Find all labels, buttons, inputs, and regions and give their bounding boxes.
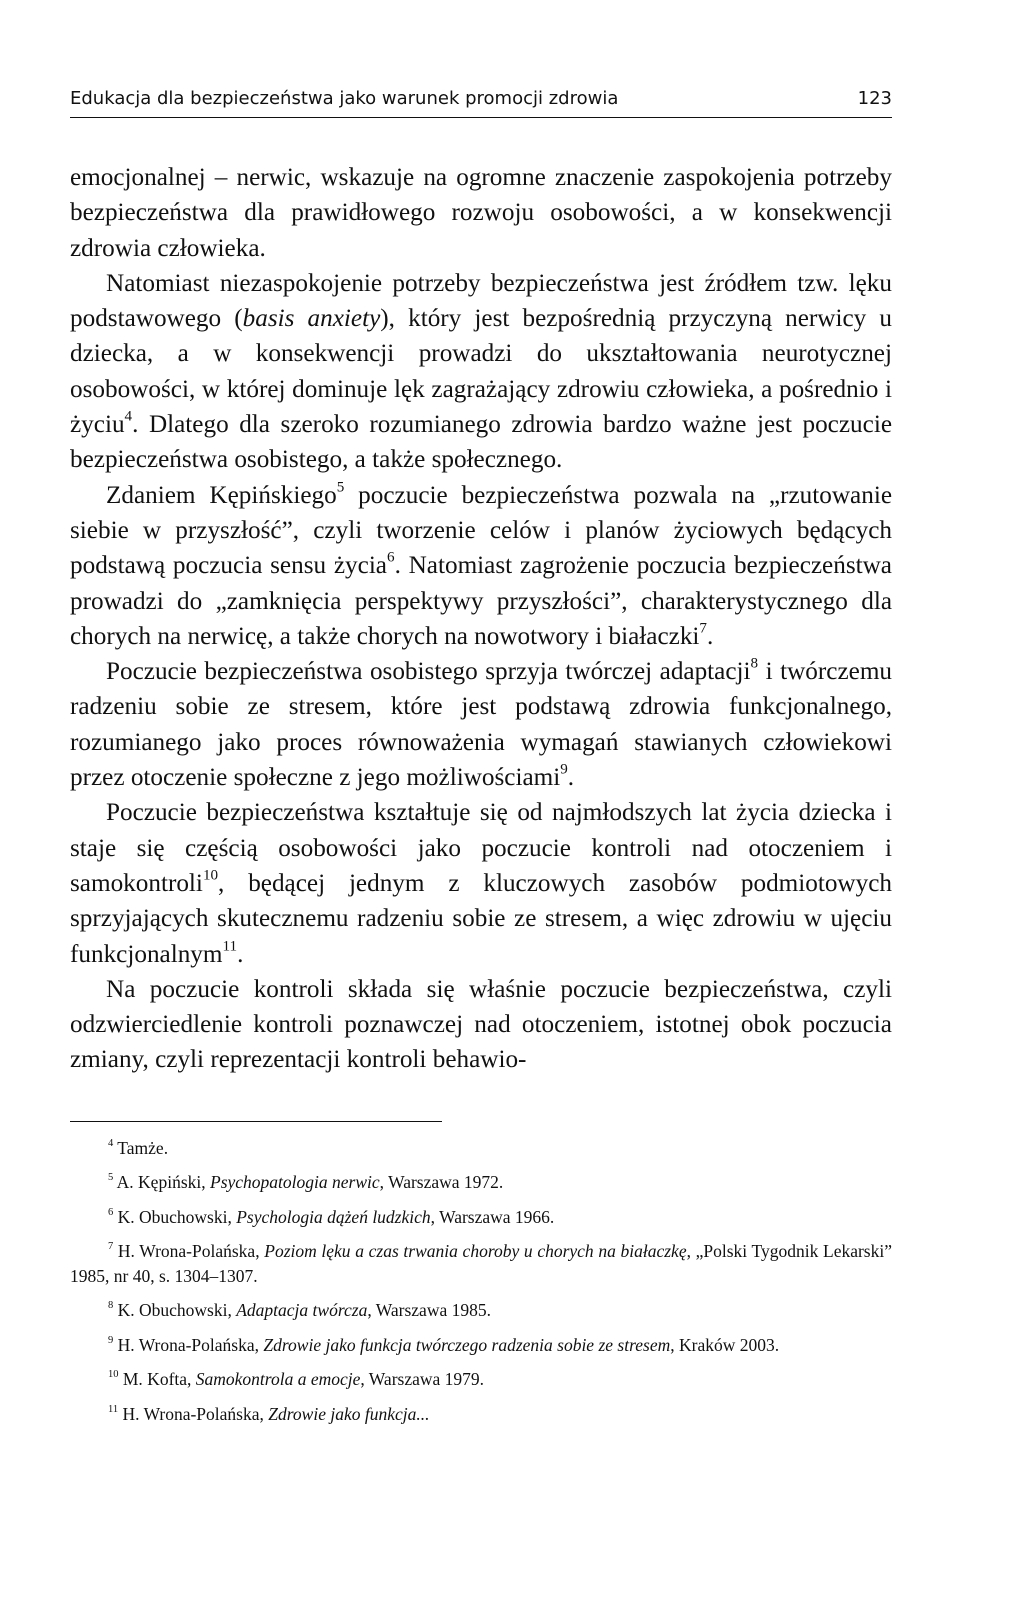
paragraph-text: .: [237, 940, 244, 968]
footnote-ref: 5: [336, 479, 345, 496]
running-header: [70, 88, 892, 118]
footnote-author: H. Wrona-Polańska,: [113, 1334, 264, 1355]
footnote-ref: 4: [124, 408, 133, 425]
footnote-6: [70, 1205, 892, 1230]
paragraph-text: , będącej jednym z kluczowych zasobów podmiotowych sprzyjających skutecznemu radzeniu sobie ze stresem, a więc zdrowiu w ujęciu funkcjonalnym: [70, 869, 892, 968]
footnote-title: Psychopatologia nerwic: [210, 1172, 380, 1193]
footnote-text: Tamże.: [113, 1137, 169, 1158]
footnote-author: H. Wrona-Polańska,: [118, 1403, 269, 1424]
footnote-publication: , Kraków 2003.: [670, 1334, 780, 1355]
footnote-5: [70, 1170, 892, 1195]
footnote-author: K. Obuchowski,: [113, 1206, 237, 1227]
footnote-7: [70, 1239, 892, 1288]
footnote-publication: , Warszawa 1979.: [360, 1369, 485, 1390]
paragraph-text: Natomiast niezaspokojenie potrzeby bezpieczeństwa jest źródłem tzw. lęku podstawowego (: [70, 269, 892, 333]
footnote-ref: 6: [387, 549, 395, 566]
footnote-publication: , „Polski Tygodnik Lekarski” 1985, nr 40, s. 1304–1307.: [70, 1241, 892, 1286]
footnote-title: Samokontrola a emocje: [195, 1369, 361, 1390]
page-number: 123: [857, 88, 892, 109]
paragraph-text: . Natomiast zagrożenie poczucia bezpieczeństwa prowadzi do „zamknięcia perspektywy przyszłości”, charakterystycznego dla chorych na nerwicę, a także chorych na nowotwory i białaczki: [70, 552, 892, 650]
paragraph-2: [70, 266, 892, 478]
paragraph-5: [70, 795, 892, 971]
running-title: Edukacja dla bezpieczeństwa jako warunek promocji zdrowia: [70, 88, 619, 109]
paragraph-6: [70, 972, 892, 1078]
footnote-number: 11: [108, 1403, 119, 1415]
paragraph-text: Poczucie bezpieczeństwa osobistego sprzyja twórczej adaptacji: [106, 658, 751, 686]
footnote-title: Adaptacja twórcza: [236, 1300, 368, 1321]
paragraph-text: i twórczemu radzeniu sobie ze stresem, które jest podstawą zdrowia funkcjonalnego, rozumianego jako proces równoważenia wymagań stawianych człowiekowi przez otoczenie społeczne z jego możliwościami: [70, 658, 893, 792]
footnote-title: Zdrowie jako funkcja twórczego radzenia sobie ze stresem: [263, 1334, 671, 1355]
paragraph-text: .: [567, 764, 575, 792]
footnote-11: [70, 1402, 892, 1427]
footnote-number: 9: [108, 1334, 114, 1346]
footnote-ref: 11: [222, 938, 238, 955]
footnote-title: Poziom lęku a czas trwania choroby u chorych na białaczkę: [264, 1241, 687, 1262]
paragraph-1: [70, 160, 892, 266]
paragraph-3: [70, 478, 892, 654]
footnote-9: [70, 1333, 892, 1358]
footnote-author: M. Kofta,: [118, 1369, 196, 1390]
paragraph-text: Zdaniem Kępińskiego: [106, 481, 337, 509]
footnote-ref: 10: [202, 867, 219, 884]
footnote-author: A. Kępiński,: [113, 1172, 210, 1193]
paragraph-text: ), który jest bezpośrednią przyczyną nerwicy u dziecka, a w konsekwencji prowadzi do ukształtowania neurotycznej osobowości, w której dominuje lęk zagrażający zdrowiu człowieka, a pośrednio i życiu: [70, 305, 892, 439]
italic-term: basis anxiety: [242, 305, 381, 333]
footnote-4: [70, 1136, 892, 1161]
footnote-ref: 8: [750, 655, 759, 672]
main-text: [70, 160, 892, 1078]
paragraph-text: . Dlatego dla szeroko rozumianego zdrowia bardzo ważne jest poczucie bezpieczeństwa osobistego, a także społecznego.: [70, 411, 892, 474]
footnote-number: 8: [108, 1300, 114, 1312]
footnote-ref: 9: [560, 761, 568, 778]
paragraph-text: Na poczucie kontroli składa się właśnie poczucie bezpieczeństwa, czyli odzwierciedlenie kontroli poznawczej nad otoczeniem, istotnej obok poczucia zmiany, czyli reprezentacji kontroli behawio-: [70, 975, 892, 1074]
paragraph-text: Poczucie bezpieczeństwa kształtuje się od najmłodszych lat życia dziecka i staje się częścią osobowości jako poczucie kontroli nad otoczeniem i samokontroli: [70, 799, 892, 897]
footnote-separator: [70, 1121, 442, 1122]
footnote-8: [70, 1298, 892, 1323]
paragraph-text: emocjonalnej – nerwic, wskazuje na ogromne znaczenie zaspokojenia potrzeby bezpieczeństwa dla prawidłowego rozwoju osobowości, a w konsekwencji zdrowia człowieka.: [70, 164, 892, 262]
footnote-number: 7: [108, 1241, 114, 1253]
footnote-number: 4: [108, 1137, 114, 1149]
footnote-publication: , Warszawa 1966.: [430, 1206, 555, 1227]
footnote-publication: , Warszawa 1972.: [379, 1172, 504, 1193]
book-page: [70, 88, 892, 1436]
footnote-author: H. Wrona-Polańska,: [113, 1241, 265, 1262]
footnote-author: K. Obuchowski,: [113, 1300, 237, 1321]
paragraph-text: poczucie bezpieczeństwa pozwala na „rzutowanie siebie w przyszłość”, czyli tworzenie celów i planów życiowych będących podstawą poczucia sensu życia: [70, 481, 893, 580]
paragraph-text: .: [706, 622, 714, 650]
footnote-ref: 7: [699, 620, 707, 637]
footnote-number: 10: [108, 1369, 119, 1381]
footnote-title: Zdrowie jako funkcja...: [268, 1403, 430, 1424]
footnotes: [70, 1136, 892, 1427]
paragraph-4: [70, 654, 892, 795]
footnote-10: [70, 1367, 892, 1392]
footnote-number: 6: [108, 1206, 114, 1218]
footnote-publication: , Warszawa 1985.: [367, 1300, 491, 1321]
footnote-number: 5: [108, 1172, 114, 1184]
footnote-title: Psychologia dążeń ludzkich: [236, 1206, 431, 1227]
